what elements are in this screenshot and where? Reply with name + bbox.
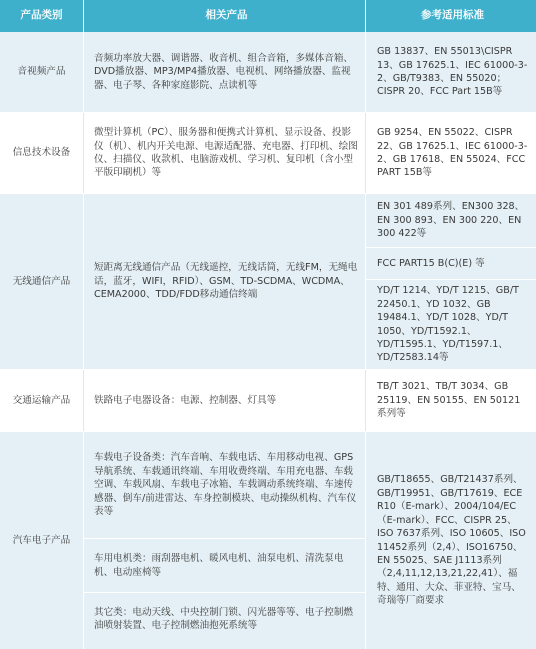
standards-cell — [366, 113, 536, 193]
products-text: 车用电机类：雨刮器电机、暖风电机、油泵电机、清洗泵电机、电动座椅等 — [94, 553, 344, 578]
table-header — [0, 0, 536, 32]
products-cell — [84, 113, 365, 193]
standards-text: TB/T 3021、TB/T 3034、GB 25119、EN 50155、EN 50121系列等 — [377, 381, 521, 420]
standards-subcell — [366, 194, 536, 247]
standards-cell — [366, 32, 536, 112]
category-cell: 汽车电子产品 — [0, 432, 83, 649]
products-text: 短距离无线通信产品（无线遥控，无线话筒，无线FM，无绳电话，蓝牙，WIFI，RFID）、GSM、TD-SCDMA、WCDMA、CEMA2000、TDD/FDD移动通信终端 — [94, 262, 358, 301]
products-cell — [84, 432, 365, 649]
category-cell: 交通运输产品 — [0, 370, 83, 431]
products-cell — [84, 32, 365, 112]
standards-text: GB 9254、EN 55022、CISPR 22、GB 17625.1、IEC 61000-3-2、GB 17618、EN 55024、FCC PART 15B等 — [377, 127, 528, 179]
header-standards: 参考适用标准 — [421, 9, 484, 22]
table-row — [0, 32, 536, 112]
column-divider — [83, 32, 84, 112]
standards-cell — [366, 370, 536, 431]
category-cell: 信息技术设备 — [0, 113, 83, 193]
standards-text: GB 13837、EN 55013\CISPR 13、GB 17625.1、IEC 61000-3-2、GB/T9383、EN 55020；CISPR 20、FCC Part 15B等 — [377, 46, 528, 98]
standards-text: YD/T 1214、YD/T 1215、GB/T 22450.1、YD 1032、GB 19484.1、YD/T 1028、YD/T 1050、YD/T1592.1、YD/T1595.1、YD/T1597.1、YD/T2583.14等 — [377, 285, 519, 364]
products-text: 音频功率放大器、调谐器、收音机、组合音箱，多媒体音箱、DVD播放器、MP3/MP4播放器、电视机、网络播放器、监视器、电子琴、各种家庭影院、点读机等 — [94, 52, 354, 91]
table-row — [0, 194, 536, 369]
standards-subcell — [366, 280, 536, 369]
standards-cell — [366, 194, 536, 369]
header-divider — [365, 0, 366, 32]
column-divider — [365, 370, 366, 431]
column-divider — [83, 194, 84, 369]
header-category: 产品类别 — [20, 9, 63, 22]
products-subcell — [84, 539, 365, 592]
category-cell: 无线通信产品 — [0, 194, 83, 369]
products-text: 微型计算机（PC）、服务器和便携式计算机、显示设备、投影仪（机）、机内开关电源、电源适配器、充电器、打印机、绘图仪、扫描仪、收款机、电脑游戏机、学习机、复印机（含小型平版印刷机）等 — [94, 127, 358, 179]
column-divider — [365, 432, 366, 649]
column-divider — [365, 113, 366, 193]
category-cell: 音视频产品 — [0, 32, 83, 112]
products-text: 铁路电子电器设备：电源、控制器、灯具等 — [94, 394, 277, 406]
products-subcell — [84, 593, 365, 645]
column-divider — [83, 370, 84, 431]
standards-cell — [366, 432, 536, 649]
standards-subcell — [366, 248, 536, 279]
header-divider — [83, 0, 84, 32]
standards-text: GB/T18655、GB/T21437系列、GB/T19951、GB/T17619、ECE R10（E-mark）、2004/104/EC（E-mark）、FCC、CISPR 25、ISO 7637系列、ISO 10605、ISO 11452系列（2,4）、ISO16750、EN 55025、SAE J1113系列（2,4,11,12,13,21,22,41）、福特、通用、大众、菲亚特、宝马、奇瑞等厂商要求 — [377, 474, 526, 607]
products-cell — [84, 370, 365, 431]
table-row — [0, 113, 536, 193]
header-products: 相关产品 — [205, 9, 248, 22]
products-subcell — [84, 432, 365, 538]
products-text: 其它类：电动天线、中央控制门锁、闪光器等等、电子控制燃油喷射装置、电子控制燃油抱死系统等 — [94, 606, 354, 631]
standards-text: FCC PART15 B(C)(E) 等 — [377, 257, 485, 269]
products-cell — [84, 194, 365, 369]
standards-text: EN 301 489系列、EN300 328、EN 300 893、EN 300 220、EN 300 422等 — [377, 201, 525, 240]
column-divider — [365, 32, 366, 112]
products-text: 车载电子设备类：汽车音响、车载电话、车用移动电视、GPS导航系统、车载通讯终端、车用收费终端、车用充电器、车载空调、车载风扇、车载电子冰箱、车载调动系统终端、车速传感器、倒车/前进雷达、车身控制模块、电动操纵机构、汽车仪表等 — [94, 452, 357, 518]
column-divider — [365, 194, 366, 369]
table-row — [0, 432, 536, 649]
column-divider — [83, 113, 84, 193]
column-divider — [83, 432, 84, 649]
table-row — [0, 370, 536, 431]
